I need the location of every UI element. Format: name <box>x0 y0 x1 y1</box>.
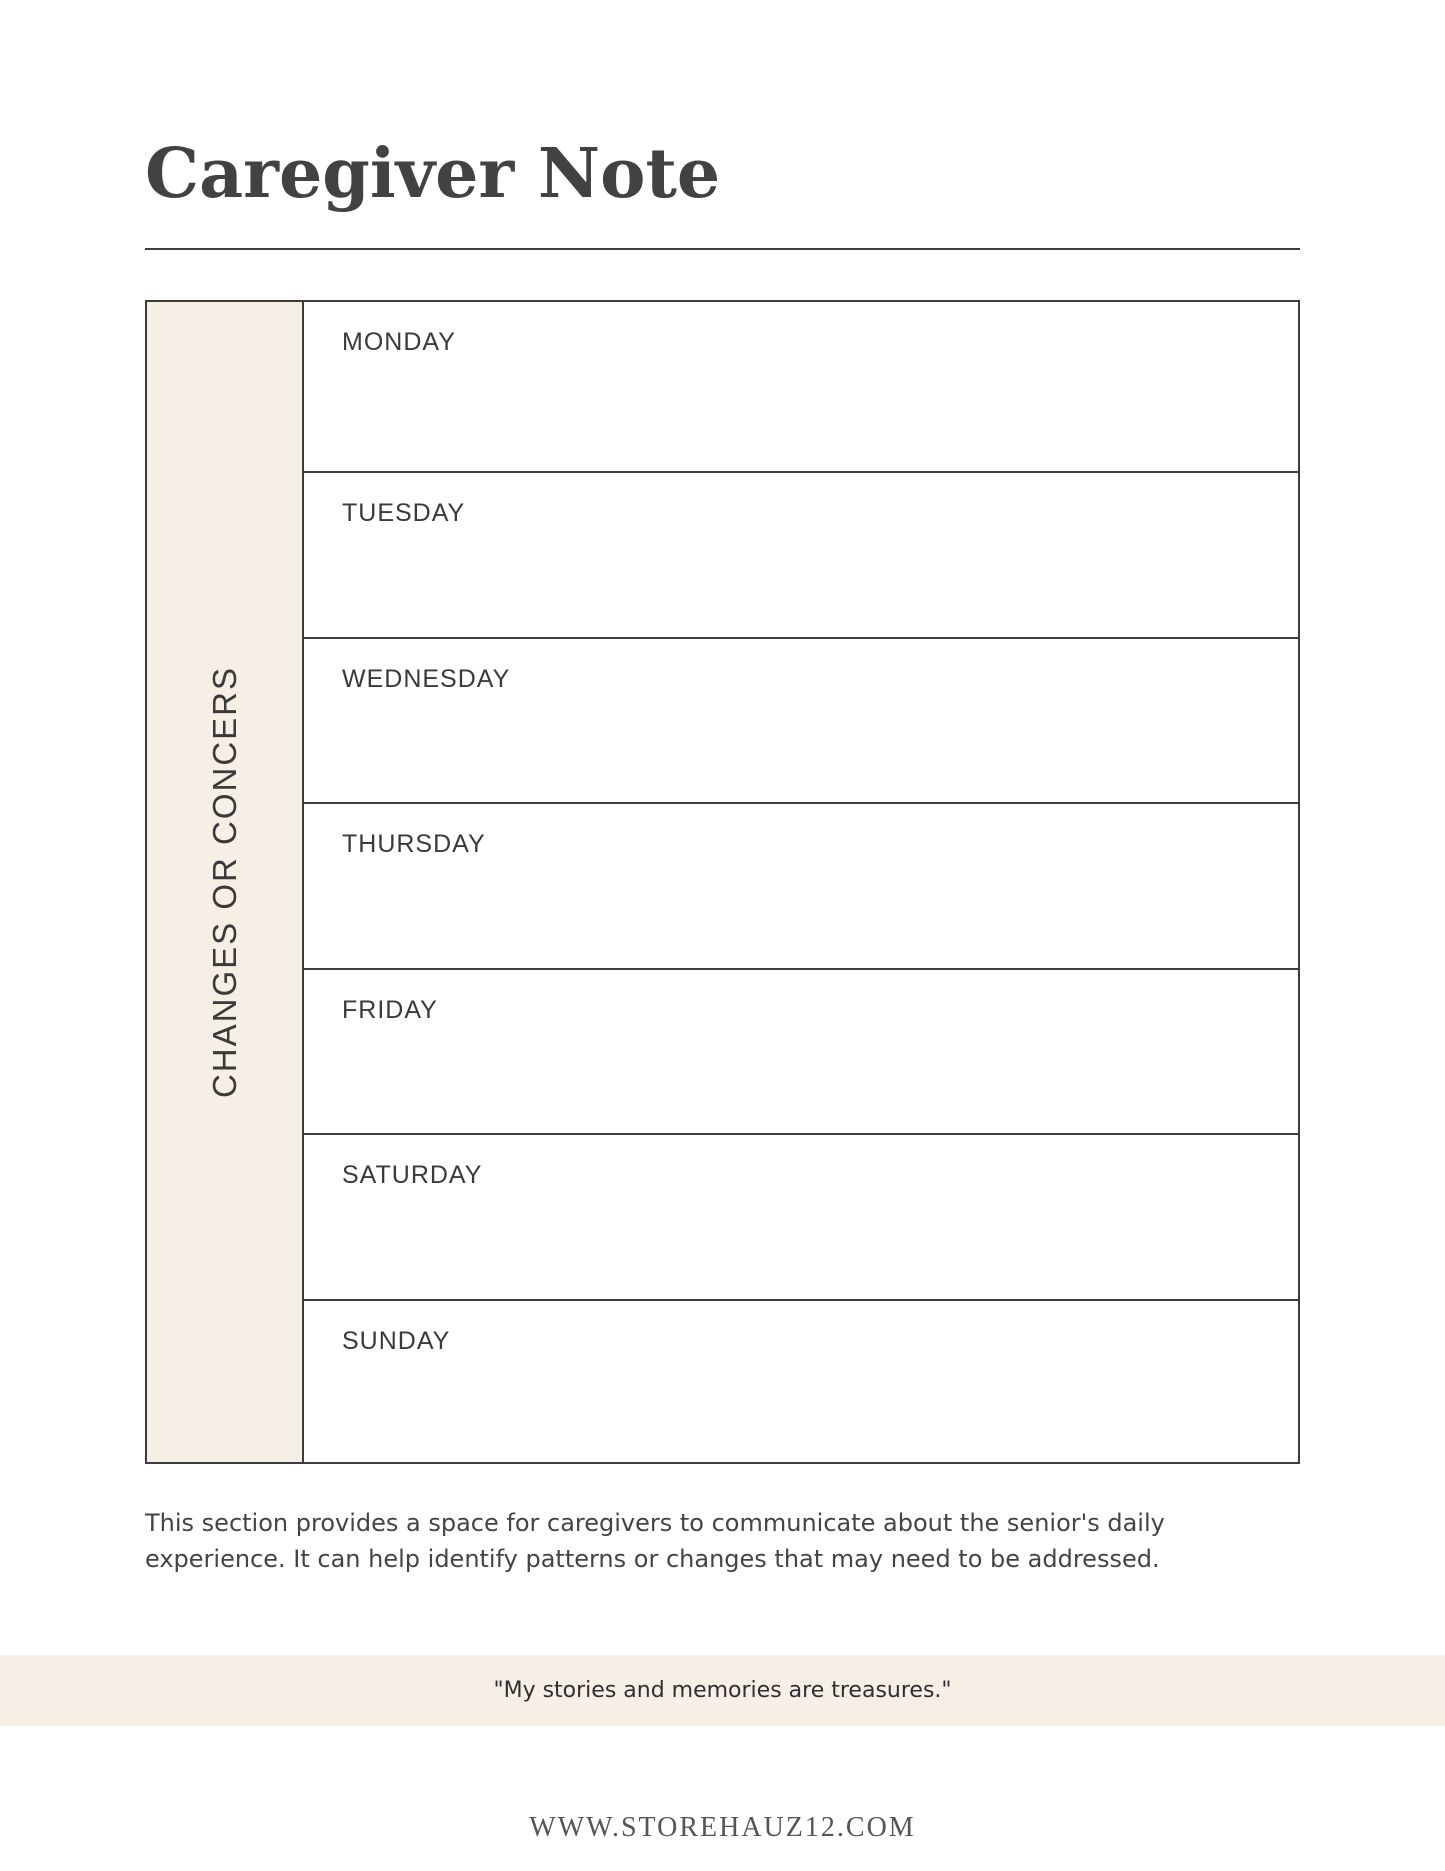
weekly-notes-grid <box>145 300 1300 1464</box>
day-row-tuesday[interactable] <box>304 473 1298 639</box>
quote-text: "My stories and memories are treasures." <box>493 1678 952 1703</box>
title-divider <box>145 248 1300 250</box>
day-label-thursday: THURSDAY <box>342 830 486 858</box>
day-row-monday[interactable] <box>304 302 1298 473</box>
side-panel-label: CHANGES OR CONCERS <box>205 665 243 1099</box>
page-title: Caregiver Note <box>145 134 721 214</box>
day-label-saturday: SATURDAY <box>342 1161 483 1189</box>
day-row-sunday[interactable] <box>304 1301 1298 1464</box>
day-row-saturday[interactable] <box>304 1135 1298 1301</box>
day-label-wednesday: WEDNESDAY <box>342 665 511 693</box>
day-label-tuesday: TUESDAY <box>342 499 466 527</box>
day-label-monday: MONDAY <box>342 328 456 356</box>
day-label-sunday: SUNDAY <box>342 1327 451 1355</box>
side-panel <box>147 302 304 1462</box>
day-row-friday[interactable] <box>304 970 1298 1135</box>
day-row-wednesday[interactable] <box>304 639 1298 804</box>
day-row-thursday[interactable] <box>304 804 1298 970</box>
day-label-friday: FRIDAY <box>342 996 438 1024</box>
section-description: This section provides a space for caregivers to communicate about the senior's daily experience. It can help identify patterns or changes that may need to be addressed. <box>145 1509 1165 1573</box>
footer-website: WWW.STOREHAUZ12.COM <box>529 1812 916 1843</box>
quote-band <box>0 1655 1445 1726</box>
